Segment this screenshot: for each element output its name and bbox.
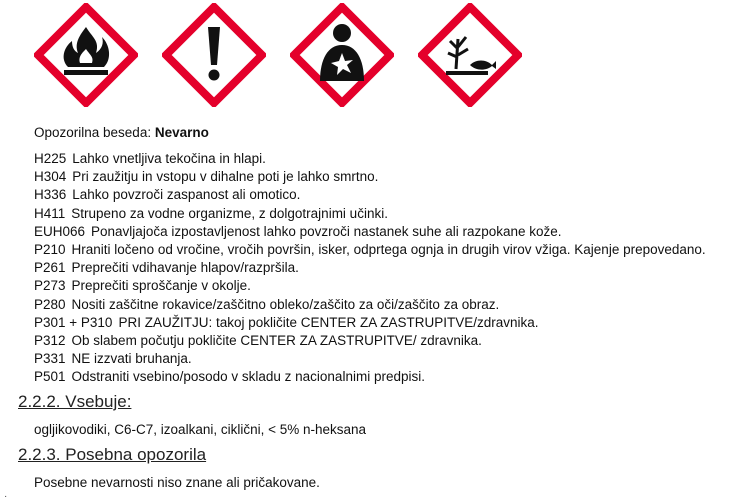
statement-text: Hraniti ločeno od vročine, vročih površin, isker, odprtega ognja in drugih virov vžiga. Kajenje prepovedano.	[71, 242, 706, 258]
statement-code: P280	[34, 296, 66, 312]
statement-row	[34, 168, 706, 186]
section-text-special-warnings: Posebne nevarnosti niso znane ali pričakovane.	[34, 475, 320, 490]
signal-word	[34, 125, 209, 140]
statement-code: H336	[34, 187, 67, 203]
statement-text: PRI ZAUŽITJU: takoj pokličite CENTER ZA ZASTRUPITVE/zdravnika.	[118, 314, 539, 330]
ghs-pictograms	[34, 0, 534, 112]
statement-code: P301 + P310	[34, 314, 113, 330]
statement-row	[34, 368, 706, 386]
section-text-contains: ogljikovodiki, C6-C7, izoalkani, ciklični, < 5% n-heksana	[34, 422, 367, 437]
statement-text: Lahko povzroči zaspanost ali omotico.	[72, 187, 301, 203]
health-hazard-icon	[290, 3, 394, 107]
statement-code: P273	[34, 278, 66, 294]
statement-code: P331	[34, 351, 66, 367]
statement-row	[34, 205, 706, 223]
statement-text: Ponavljajoča izpostavljenost lahko povzroči nastanek suhe ali razpokane kože.	[91, 223, 562, 239]
statement-row	[34, 186, 706, 204]
exclamation-mark-icon	[162, 3, 266, 107]
statement-row	[34, 223, 706, 241]
section-heading-contains: 2.2.2. Vsebuje:	[18, 392, 132, 411]
statement-code: P210	[34, 242, 66, 258]
statement-row	[34, 350, 706, 368]
section-heading-special-warnings: 2.2.3. Posebna opozorila	[18, 445, 207, 464]
statement-row	[34, 241, 706, 259]
statement-code: P261	[34, 260, 66, 276]
statement-text: Lahko vnetljiva tekočina in hlapi.	[72, 151, 266, 166]
statement-row	[34, 277, 706, 295]
statement-text: Nositi zaščitne rokavice/zaščitno obleko/zaščito za oči/zaščito za obraz.	[71, 296, 500, 312]
statement-code: H304	[34, 169, 67, 185]
footer-mark: ·	[4, 491, 8, 502]
statement-row	[34, 314, 706, 332]
signal-word-label: Opozorilna beseda:	[34, 125, 152, 140]
statement-text: Ob slabem počutju pokličite CENTER ZA ZASTRUPITVE/ zdravnika.	[71, 333, 482, 349]
statement-code: H411	[34, 205, 66, 221]
statement-code: EUH066	[34, 223, 86, 239]
statement-text: Pri zaužitju in vstopu v dihalne poti je lahko smrtno.	[72, 169, 379, 185]
statement-code: P501	[34, 369, 66, 385]
statement-text: Strupeno za vodne organizme, z dolgotrajnimi učinki.	[71, 205, 388, 221]
statement-text: Preprečiti sproščanje v okolje.	[71, 278, 251, 294]
flame-icon	[34, 3, 138, 107]
statement-code: H225	[34, 151, 67, 166]
statement-row	[34, 150, 706, 168]
statement-code: P312	[34, 333, 66, 349]
statement-text: Odstraniti vsebino/posodo v skladu z nacionalnimi predpisi.	[71, 369, 425, 385]
statement-row	[34, 259, 706, 277]
statement-text: Preprečiti vdihavanje hlapov/razpršila.	[71, 260, 299, 276]
statement-row	[34, 296, 706, 314]
signal-word-value: Nevarno	[154, 125, 209, 140]
statement-text: NE izzvati bruhanja.	[71, 351, 192, 367]
environment-icon	[418, 3, 522, 107]
hazard-statements-list	[34, 150, 706, 387]
statement-row	[34, 332, 706, 350]
